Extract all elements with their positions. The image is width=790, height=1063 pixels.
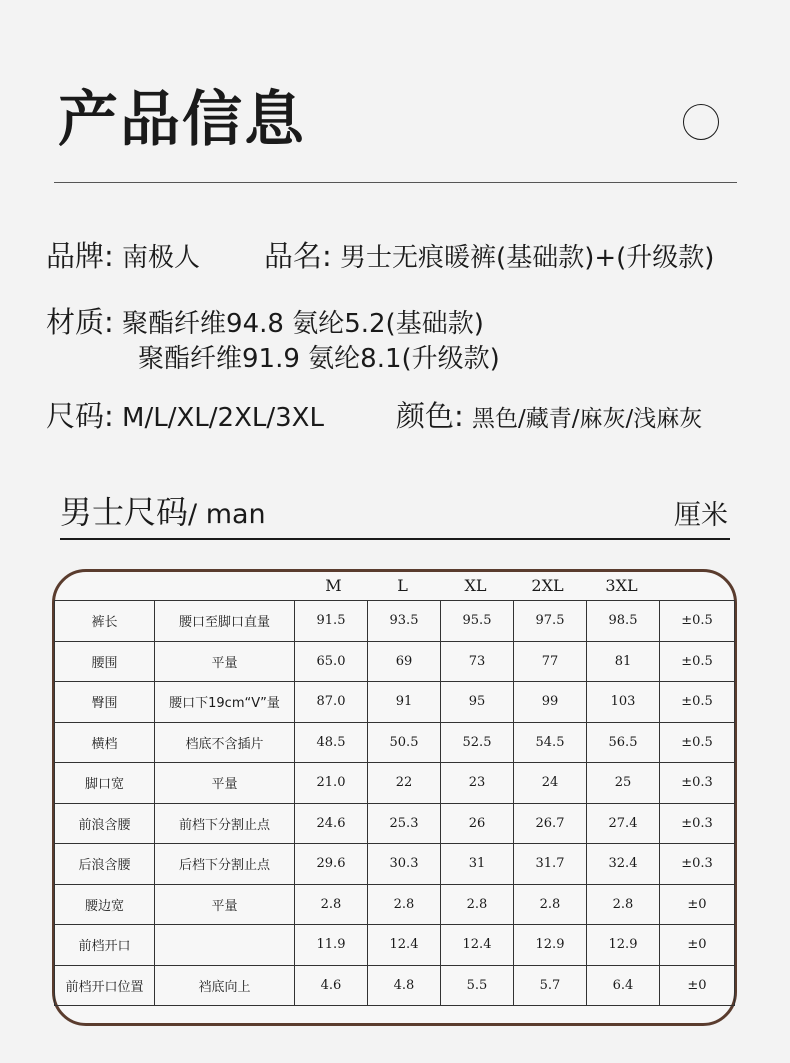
size-chart-title (60, 490, 266, 537)
value-cell: 11.9 (295, 925, 368, 966)
material-line-1: 聚酯纤维94.8 氨纶5.2(基础款) (122, 309, 484, 339)
size-chart-title-cn: 男士尺码 (60, 493, 189, 531)
tolerance-cell: ±0.5 (660, 601, 735, 642)
value-cell: 81 (587, 641, 660, 682)
value-cell: 30.3 (368, 844, 441, 885)
value-cell: 2.8 (441, 884, 514, 925)
value-cell: 12.9 (587, 925, 660, 966)
value-cell: 2.8 (368, 884, 441, 925)
value-cell: 52.5 (441, 722, 514, 763)
table-row (55, 601, 735, 642)
value-cell: 29.6 (295, 844, 368, 885)
part-cell: 脚口宽 (55, 763, 155, 804)
size-label: 尺码: (46, 399, 114, 433)
value-cell: 2.8 (295, 884, 368, 925)
table-row (55, 803, 735, 844)
value-cell: 26.7 (514, 803, 587, 844)
value-cell: 65.0 (295, 641, 368, 682)
part-cell: 裤长 (55, 601, 155, 642)
material-line-2: 聚酯纤维91.9 氨纶8.1(升级款) (138, 344, 500, 374)
value-cell: 95.5 (441, 601, 514, 642)
value-cell: 50.5 (368, 722, 441, 763)
value-cell: 5.7 (514, 965, 587, 1006)
value-cell: 23 (441, 763, 514, 804)
method-cell (155, 925, 295, 966)
size-header-l: L (397, 576, 408, 595)
part-cell: 前档开口位置 (55, 965, 155, 1006)
part-cell: 腰边宽 (55, 884, 155, 925)
size-header-m: M (325, 576, 342, 595)
product-name-label: 品名: (264, 239, 332, 273)
unit-label: 厘米 (674, 500, 728, 531)
method-cell: 腰口下19cm“V”量 (155, 682, 295, 723)
size-row (46, 398, 324, 436)
value-cell: 97.5 (514, 601, 587, 642)
method-cell: 后档下分割止点 (155, 844, 295, 885)
value-cell: 26 (441, 803, 514, 844)
method-cell: 平量 (155, 763, 295, 804)
part-cell: 后浪含腰 (55, 844, 155, 885)
value-cell: 4.8 (368, 965, 441, 1006)
value-cell: 87.0 (295, 682, 368, 723)
color-row (396, 398, 702, 437)
table-row (55, 925, 735, 966)
table-row (55, 884, 735, 925)
table-row (55, 722, 735, 763)
page-title: 产品信息 (58, 85, 306, 155)
tolerance-cell: ±0 (660, 965, 735, 1006)
size-table (54, 600, 735, 1006)
value-cell: 12.4 (368, 925, 441, 966)
value-cell: 103 (587, 682, 660, 723)
tolerance-cell: ±0.3 (660, 844, 735, 885)
tolerance-cell: ±0 (660, 925, 735, 966)
method-cell: 平量 (155, 641, 295, 682)
part-cell: 横档 (55, 722, 155, 763)
method-cell: 裆底向上 (155, 965, 295, 1006)
method-cell: 腰口至脚口直量 (155, 601, 295, 642)
value-cell: 48.5 (295, 722, 368, 763)
value-cell: 25 (587, 763, 660, 804)
value-cell: 31.7 (514, 844, 587, 885)
value-cell: 24 (514, 763, 587, 804)
part-cell: 腰围 (55, 641, 155, 682)
method-cell: 平量 (155, 884, 295, 925)
material-label: 材质: (46, 305, 114, 339)
tolerance-cell: ±0.5 (660, 682, 735, 723)
tolerance-cell: ±0.5 (660, 641, 735, 682)
value-cell: 98.5 (587, 601, 660, 642)
value-cell: 2.8 (587, 884, 660, 925)
material-row (46, 304, 484, 342)
value-cell: 73 (441, 641, 514, 682)
size-header-xl: XL (464, 576, 487, 595)
value-cell: 69 (368, 641, 441, 682)
brand-row (46, 238, 200, 276)
value-cell: 93.5 (368, 601, 441, 642)
method-cell: 档底不含插片 (155, 722, 295, 763)
value-cell: 5.5 (441, 965, 514, 1006)
table-row (55, 682, 735, 723)
color-value: 黑色/藏青/麻灰/浅麻灰 (472, 406, 703, 432)
size-header-2xl: 2XL (531, 576, 564, 595)
product-name-value: 男士无痕暖裤(基础款)+(升级款) (340, 243, 715, 273)
value-cell: 91 (368, 682, 441, 723)
value-cell: 24.6 (295, 803, 368, 844)
value-cell: 91.5 (295, 601, 368, 642)
value-cell: 54.5 (514, 722, 587, 763)
table-row (55, 965, 735, 1006)
value-cell: 27.4 (587, 803, 660, 844)
brand-label: 品牌: (46, 239, 114, 273)
part-cell: 前浪含腰 (55, 803, 155, 844)
table-row (55, 844, 735, 885)
value-cell: 12.9 (514, 925, 587, 966)
tolerance-cell: ±0.3 (660, 803, 735, 844)
material-row-2 (138, 341, 500, 377)
table-row (55, 641, 735, 682)
table-row (55, 763, 735, 804)
product-name-row (264, 238, 714, 276)
method-cell: 前档下分割止点 (155, 803, 295, 844)
value-cell: 99 (514, 682, 587, 723)
value-cell: 12.4 (441, 925, 514, 966)
value-cell: 4.6 (295, 965, 368, 1006)
value-cell: 25.3 (368, 803, 441, 844)
value-cell: 31 (441, 844, 514, 885)
color-label: 颜色: (396, 399, 464, 433)
value-cell: 2.8 (514, 884, 587, 925)
size-header-3xl: 3XL (605, 576, 638, 595)
part-cell: 臀围 (55, 682, 155, 723)
value-cell: 95 (441, 682, 514, 723)
value-cell: 22 (368, 763, 441, 804)
tolerance-cell: ±0.3 (660, 763, 735, 804)
size-chart-divider (60, 538, 730, 540)
size-chart-title-en: / man (188, 499, 266, 530)
value-cell: 77 (514, 641, 587, 682)
value-cell: 6.4 (587, 965, 660, 1006)
size-value: M/L/XL/2XL/3XL (122, 403, 324, 433)
value-cell: 32.4 (587, 844, 660, 885)
brand-value: 南极人 (122, 243, 201, 273)
title-divider (54, 182, 737, 183)
circle-icon (683, 104, 719, 140)
value-cell: 56.5 (587, 722, 660, 763)
tolerance-cell: ±0 (660, 884, 735, 925)
value-cell: 21.0 (295, 763, 368, 804)
part-cell: 前档开口 (55, 925, 155, 966)
tolerance-cell: ±0.5 (660, 722, 735, 763)
